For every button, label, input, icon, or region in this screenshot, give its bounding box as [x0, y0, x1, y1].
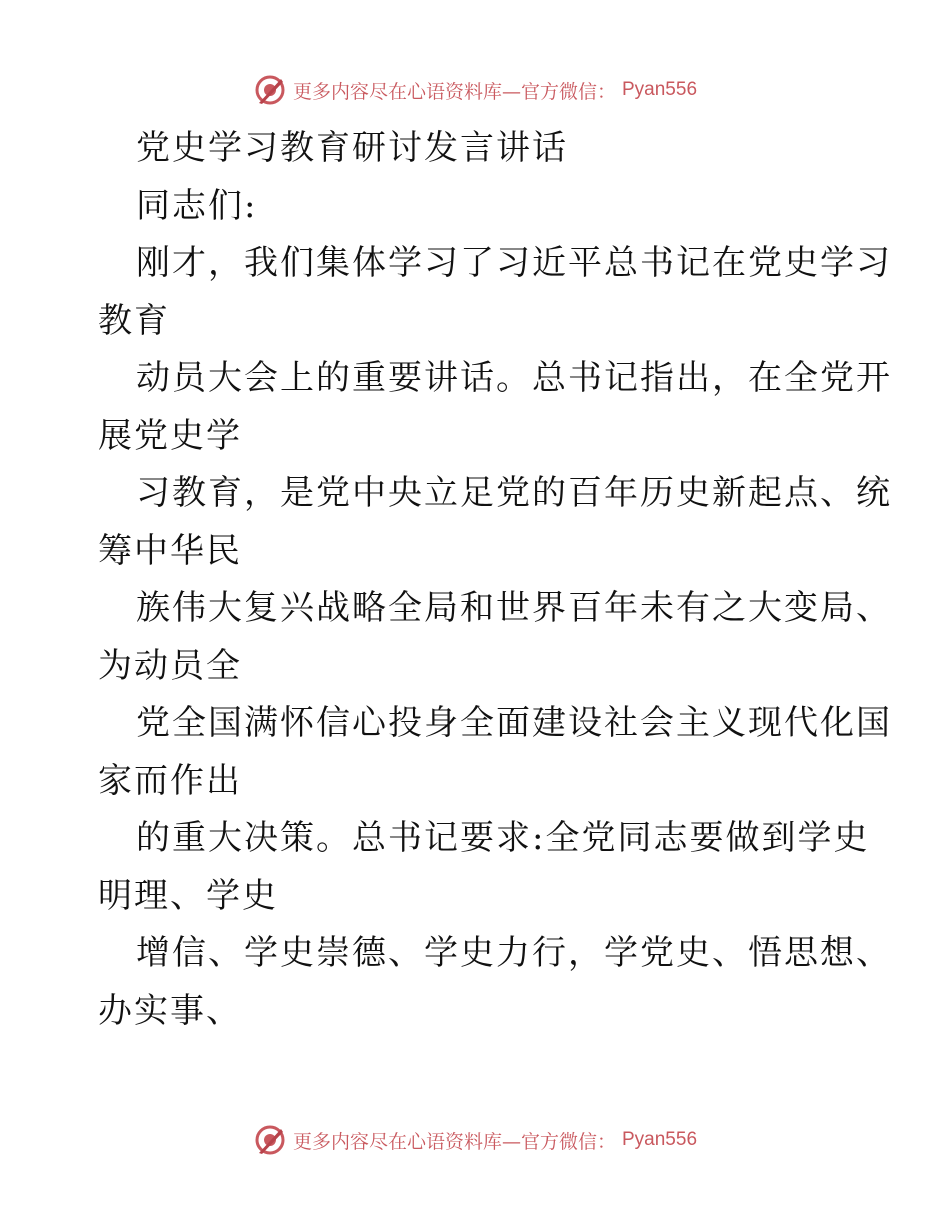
footer-watermark — [0, 1120, 950, 1160]
watermark-text: 更多内容尽在心语资料库—官方微信： — [292, 80, 616, 103]
salutation: 同志们: — [136, 185, 258, 226]
body-line: 刚才，我们集体学习了习近平总书记在党史学习 — [136, 243, 892, 283]
body-line: 明理、学史 — [98, 875, 278, 916]
body-line: 党全国满怀信心投身全面建设社会主义现代化国 — [136, 703, 892, 743]
body-line: 增信、学史崇德、学史力行，学党史、悟思想、 — [136, 933, 892, 973]
header-watermark — [0, 70, 950, 110]
document-title: 党史学习教育研讨发言讲话 — [136, 128, 568, 168]
body-line: 的重大决策。总书记要求:全党同志要做到学史 — [136, 818, 870, 858]
watermark-wechat-id: Pyan556 — [622, 79, 698, 100]
body-line: 动员大会上的重要讲话。总书记指出，在全党开 — [136, 358, 892, 398]
body-line: 族伟大复兴战略全局和世界百年未有之大变局、 — [136, 588, 892, 628]
body-line: 家而作出 — [98, 760, 242, 801]
watermark-wechat-id: Pyan556 — [622, 1129, 698, 1150]
watermark-text: 更多内容尽在心语资料库—官方微信： — [292, 1130, 616, 1153]
pen-logo-icon — [253, 1123, 287, 1157]
body-line: 为动员全 — [98, 645, 242, 686]
document-body — [98, 120, 892, 1040]
body-line: 展党史学 — [98, 415, 242, 456]
body-line: 筹中华民 — [98, 530, 242, 571]
body-line: 办实事、 — [98, 990, 242, 1031]
pen-logo-icon — [253, 73, 287, 107]
body-line: 习教育，是党中央立足党的百年历史新起点、统 — [136, 473, 892, 513]
body-text — [98, 235, 892, 1040]
body-line: 教育 — [98, 300, 170, 341]
